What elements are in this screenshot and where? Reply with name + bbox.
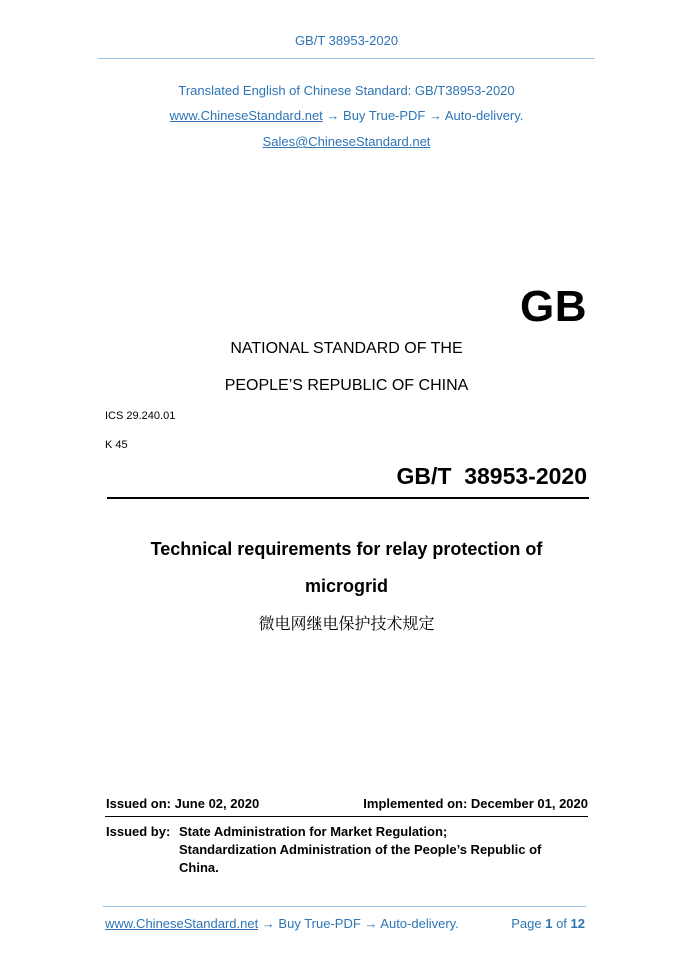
- page-label: Page: [511, 916, 542, 931]
- header-standard-code: GB/T 38953-2020: [294, 33, 399, 48]
- promo-email-line: [0, 134, 693, 149]
- national-standard-line2: PEOPLE’S REPUBLIC OF CHINA: [224, 377, 469, 394]
- issued-by-org1: State Administration for Market Regulation;: [179, 824, 448, 839]
- dates-divider: [105, 816, 588, 817]
- gb-logo: GB: [520, 282, 587, 331]
- issued-by-label: Issued by:: [106, 824, 171, 839]
- title-english-line1: Technical requirements for relay protection of: [150, 539, 543, 559]
- ics-code: ICS 29.240.01: [105, 410, 176, 422]
- page-current: 1: [545, 916, 553, 931]
- footer-purchase-line: [105, 916, 459, 931]
- promo-site-link[interactable]: www.ChineseStandard.net: [169, 108, 323, 123]
- footer-purchase-text: → Buy True-PDF → Auto-delivery.: [258, 916, 459, 931]
- issued-on-date: Issued on: June 02, 2020: [106, 796, 260, 811]
- footer-divider: [103, 906, 586, 907]
- footer-site-link[interactable]: www.ChineseStandard.net: [105, 916, 259, 931]
- promo-purchase-line: [0, 108, 693, 123]
- promo-purchase-text: → Buy True-PDF → Auto-delivery.: [322, 108, 524, 123]
- title-chinese: 微电网继电保护技术规定: [258, 616, 435, 633]
- implemented-on-date: Implemented on: December 01, 2020: [363, 796, 588, 811]
- standard-number-divider: [107, 497, 589, 499]
- issued-by-org2: Standardization Administration of the People’s Republic of: [179, 842, 542, 857]
- page-of: of: [556, 916, 567, 931]
- page-indicator: [511, 916, 585, 931]
- ccs-code: K 45: [105, 439, 128, 451]
- standard-number: GB/T 38953-2020: [396, 463, 587, 489]
- page-total: 12: [570, 916, 585, 931]
- promo-email-link[interactable]: Sales@ChineseStandard.net: [262, 134, 431, 149]
- issued-by-org2-cont: China.: [179, 860, 219, 875]
- national-standard-line1: NATIONAL STANDARD OF THE: [230, 340, 463, 357]
- promo-translation-note: Translated English of Chinese Standard: GB/T38953-2020: [178, 83, 515, 98]
- title-english-line2: microgrid: [304, 576, 388, 596]
- header-divider: [98, 58, 595, 59]
